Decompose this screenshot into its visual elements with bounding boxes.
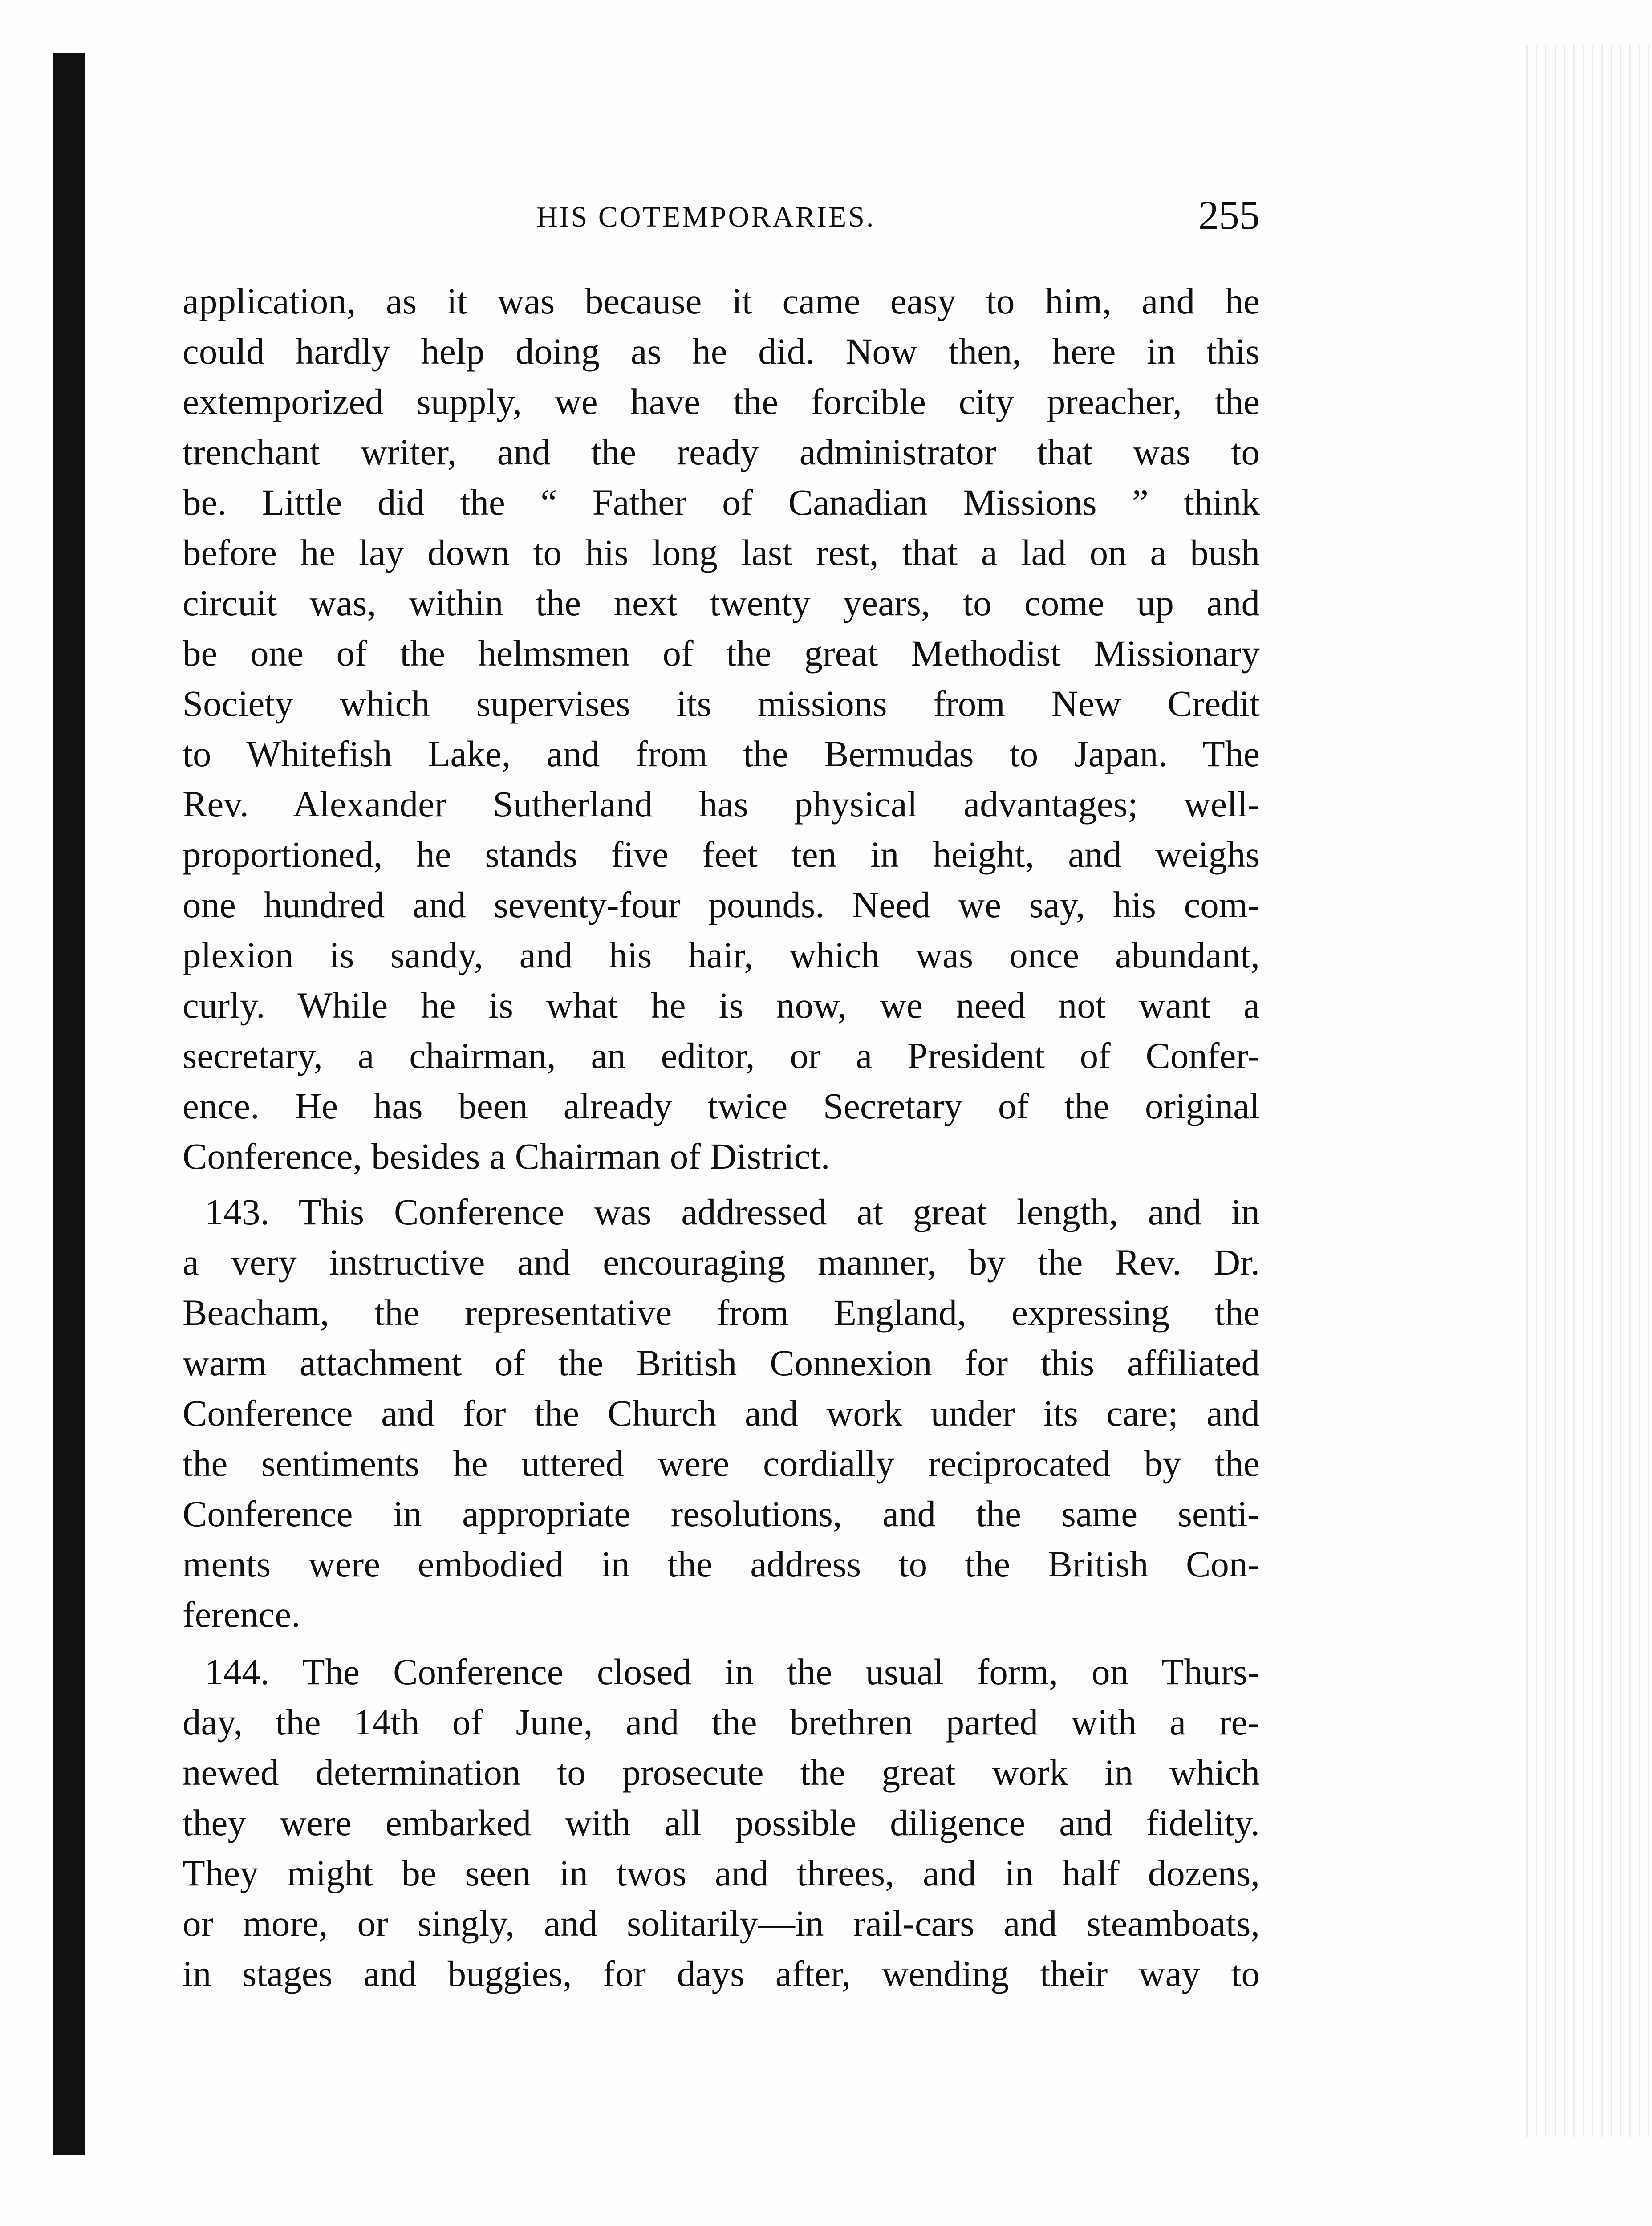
text-line: be one of the helmsmen of the great Methodist Missionary: [183, 633, 1260, 674]
text-line: Beacham, the representative from England, expressing the: [183, 1292, 1260, 1333]
text-line: be. Little did the “ Father of Canadian Missions ” think: [183, 482, 1260, 523]
text-line: trenchant writer, and the ready administrator that was to: [183, 431, 1260, 472]
text-line: secretary, a chairman, an editor, or a President of Confer-: [183, 1035, 1260, 1076]
page-number: 255: [1198, 192, 1260, 238]
page-header: [183, 191, 1260, 245]
paragraph: [183, 276, 1260, 1182]
page-edge-noise: [1518, 45, 1652, 2137]
text-line: newed determination to prosecute the great work in which: [183, 1752, 1260, 1793]
paragraph: [183, 1647, 1260, 1999]
text-line: curly. While he is what he is now, we need not want a: [183, 985, 1260, 1026]
text-line: ference.: [183, 1594, 300, 1635]
text-line: or more, or singly, and solitarily—in rail-cars and steamboats,: [183, 1903, 1260, 1944]
text-line: Society which supervises its missions from New Credit: [183, 683, 1260, 724]
text-line: one hundred and seventy-four pounds. Need we say, his com-: [183, 884, 1260, 925]
text-line: ments were embodied in the address to the British Con-: [183, 1544, 1260, 1584]
text-line: the sentiments he uttered were cordially reciprocated by the: [183, 1443, 1260, 1484]
text-line: 144. The Conference closed in the usual form, on Thurs-: [205, 1651, 1260, 1692]
paragraph: [183, 1187, 1260, 1640]
text-line: Conference, besides a Chairman of District.: [183, 1136, 830, 1177]
text-line: application, as it was because it came easy to him, and he: [183, 280, 1260, 321]
text-line: extemporized supply, we have the forcible city preacher, the: [183, 381, 1260, 422]
text-line: before he lay down to his long last rest, that a lad on a bush: [183, 532, 1260, 573]
running-head: HIS COTEMPORARIES.: [536, 201, 876, 233]
text-line: Rev. Alexander Sutherland has physical advantages; well-: [183, 784, 1260, 825]
text-line: could hardly help doing as he did. Now then, here in this: [183, 331, 1260, 372]
text-line: in stages and buggies, for days after, wending their way to: [183, 1953, 1260, 1994]
text-line: circuit was, within the next twenty years, to come up and: [183, 582, 1260, 623]
text-line: 143. This Conference was addressed at great length, and in: [205, 1191, 1260, 1232]
text-line: They might be seen in twos and threes, and in half dozens,: [183, 1852, 1260, 1893]
text-line: a very instructive and encouraging manner, by the Rev. Dr.: [183, 1242, 1260, 1283]
text-line: to Whitefish Lake, and from the Bermudas to Japan. The: [183, 733, 1260, 774]
text-line: plexion is sandy, and his hair, which was once abundant,: [183, 934, 1260, 975]
text-line: warm attachment of the British Connexion for this affiliated: [183, 1342, 1260, 1383]
text-line: proportioned, he stands five feet ten in height, and weighs: [183, 834, 1260, 875]
binding-gutter: [53, 53, 85, 2155]
body-text: [183, 276, 1260, 1999]
text-line: ence. He has been already twice Secretary of the original: [183, 1085, 1260, 1126]
text-line: they were embarked with all possible diligence and fidelity.: [183, 1802, 1260, 1843]
text-line: day, the 14th of June, and the brethren parted with a re-: [183, 1702, 1260, 1743]
text-line: Conference and for the Church and work under its care; and: [183, 1393, 1260, 1434]
text-line: Conference in appropriate resolutions, and the same senti-: [183, 1493, 1260, 1534]
